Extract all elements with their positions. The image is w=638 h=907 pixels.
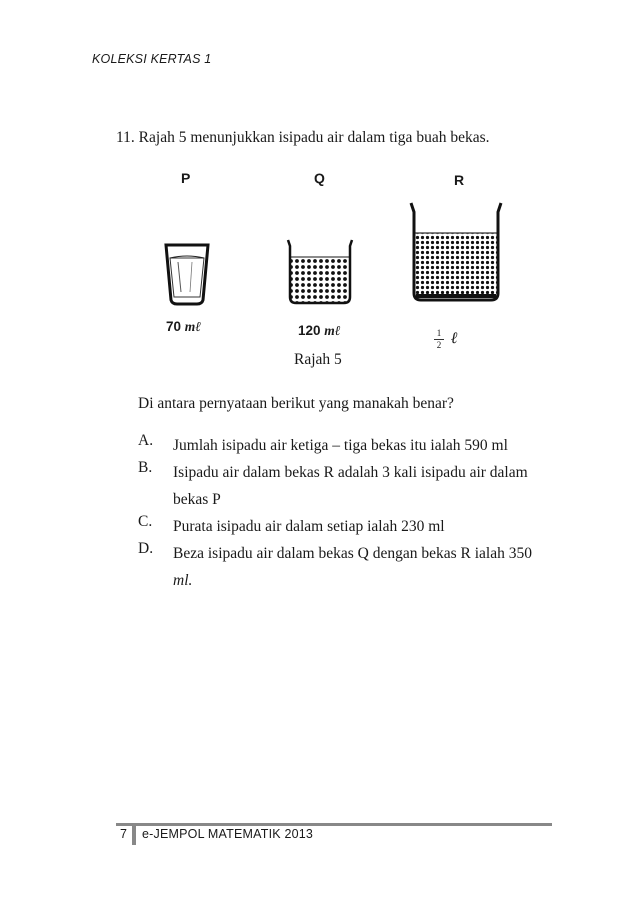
- containers-illustration: [0, 0, 638, 330]
- container-r-fraction: $\frac{1}{2}$: [434, 328, 444, 350]
- container-p-volume: 70 mℓ: [166, 319, 202, 334]
- option-text: Isipadu air dalam bekas R adalah 3 kali isipadu air dalam bekas P: [173, 464, 528, 508]
- glass-p-icon: [166, 245, 208, 304]
- question-text: 11. Rajah 5 menunjukkan isipadu air dalam tiga buah bekas.: [116, 129, 490, 146]
- footer-title: e-JEMPOL MATEMATIK 2013: [142, 827, 314, 841]
- container-p-label: P: [181, 170, 191, 186]
- container-r-label: R: [454, 172, 465, 188]
- option-text: Beza isipadu air dalam bekas Q dengan bekas R ialah 350 ml.: [173, 545, 532, 589]
- question-stem: Di antara pernyataan berikut yang manakah benar?: [138, 395, 454, 412]
- footer-bar: [132, 825, 136, 845]
- footer-divider: [116, 823, 552, 826]
- option-letter: B.: [138, 459, 153, 476]
- option-letter: C.: [138, 513, 153, 530]
- option-letter: D.: [138, 540, 154, 557]
- container-r-unit: ℓ: [451, 330, 458, 347]
- option-letter: A.: [138, 432, 154, 449]
- beaker-q-icon: [288, 240, 352, 303]
- basin-r-icon: [411, 203, 501, 300]
- container-q-volume: 120 mℓ: [298, 323, 341, 338]
- page-number: 7: [120, 827, 127, 841]
- figure-caption: Rajah 5: [294, 351, 342, 368]
- running-header: KOLEKSI KERTAS 1: [92, 52, 212, 66]
- option-text: Jumlah isipadu air ketiga – tiga bekas itu ialah 590 ml: [173, 437, 508, 454]
- container-q-label: Q: [314, 170, 325, 186]
- option-text: Purata isipadu air dalam setiap ialah 230 ml: [173, 518, 445, 535]
